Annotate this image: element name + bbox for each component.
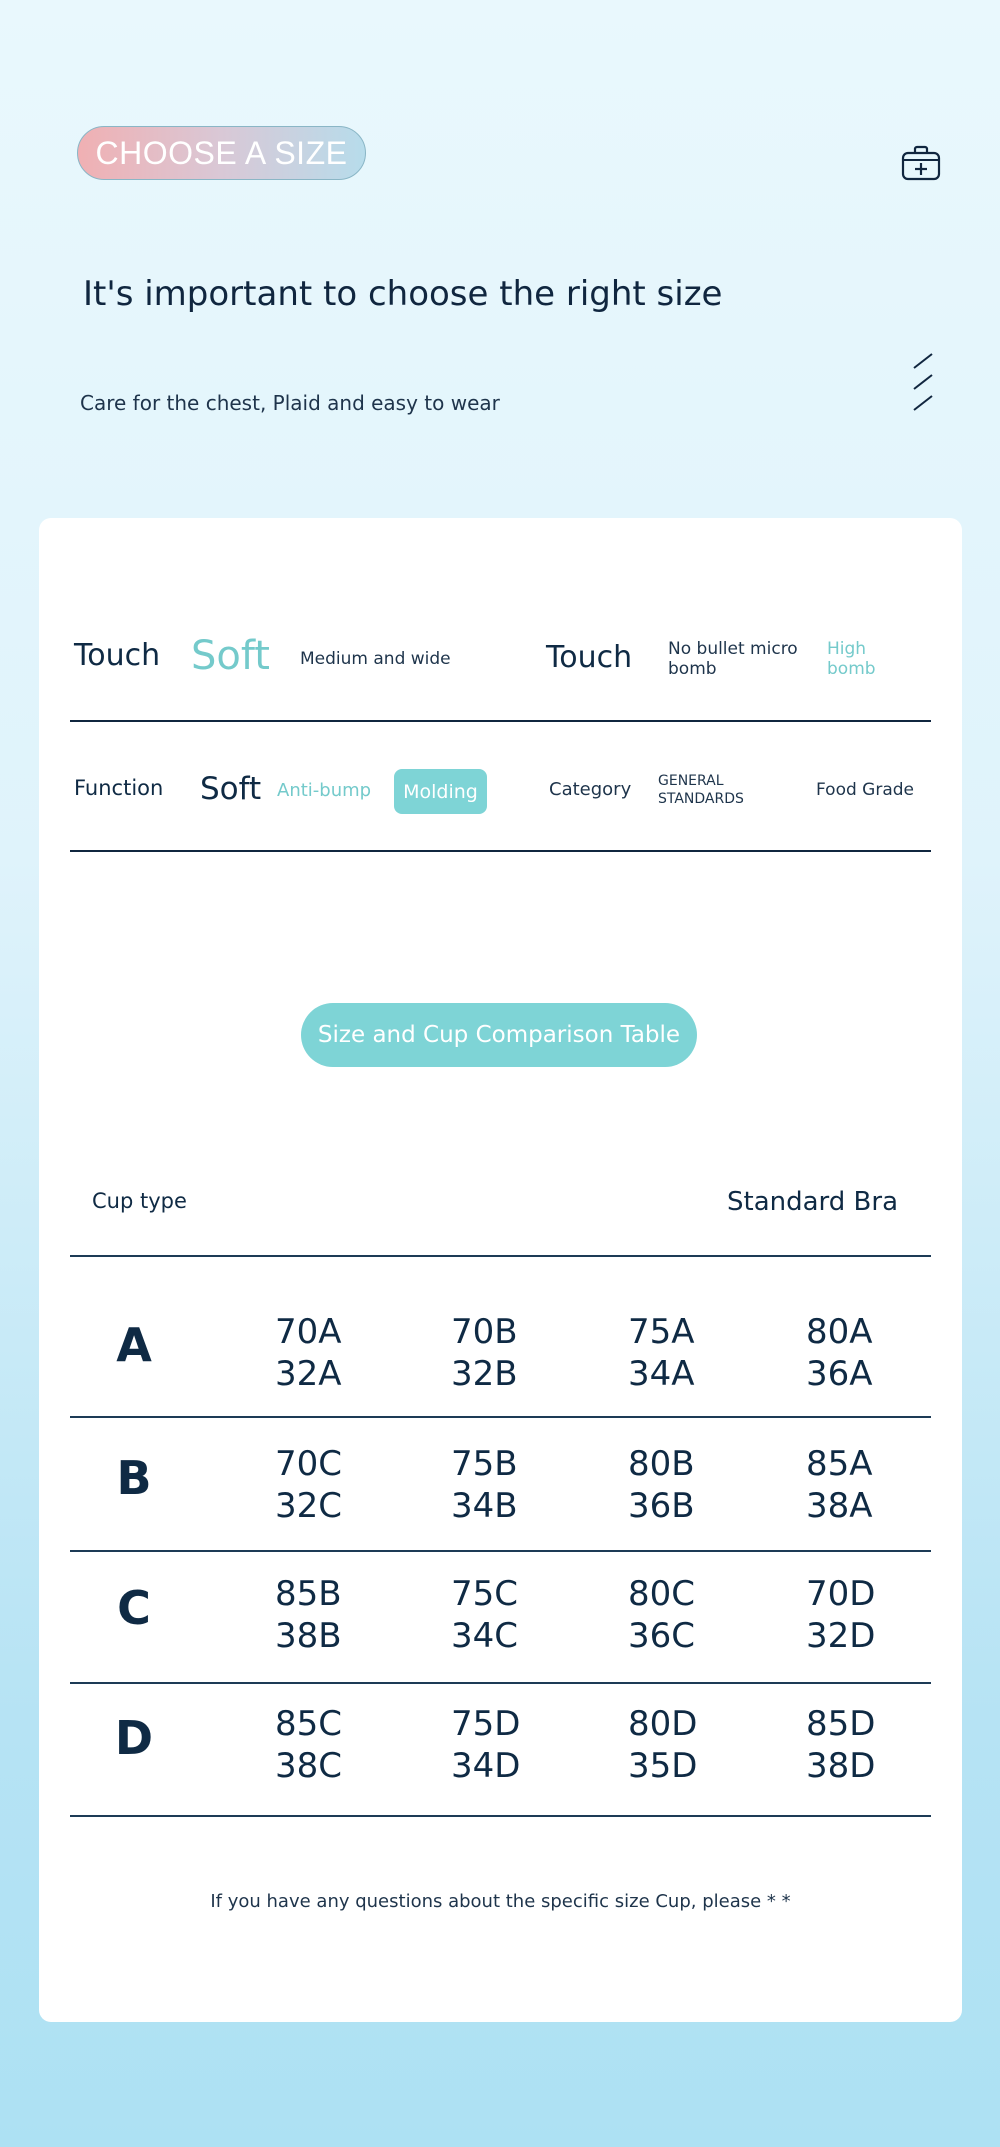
size-cell: 80B 36B — [628, 1444, 695, 1526]
cup-type-header: Cup type — [92, 1189, 187, 1213]
function-label: Function — [74, 776, 164, 800]
size-cell: 75A 34A — [628, 1312, 695, 1394]
size-cell: 70A 32A — [275, 1312, 342, 1394]
divider — [70, 720, 931, 722]
size-cell: 75C 34C — [451, 1574, 519, 1656]
medical-kit-icon — [901, 145, 941, 181]
general-standards: GENERAL STANDARDS — [658, 773, 744, 807]
page-subline: Care for the chest, Plaid and easy to wear — [80, 391, 500, 415]
size-cell: 80C 36C — [628, 1574, 696, 1656]
food-grade: Food Grade — [816, 780, 914, 800]
table-divider — [70, 1255, 931, 1257]
size-cell: 85C 38C — [275, 1704, 343, 1786]
size-cell: 85A 38A — [806, 1444, 873, 1526]
touch-label: Touch — [74, 638, 161, 673]
choose-size-label: CHOOSE A SIZE — [95, 134, 348, 171]
table-divider — [70, 1416, 931, 1418]
high-bomb-tag: High bomb — [827, 639, 876, 679]
size-cell: 70C 32C — [275, 1444, 343, 1526]
cup-letter: C — [117, 1581, 151, 1635]
size-footnote: If you have any questions about the specific size Cup, please * * — [210, 1891, 791, 1912]
size-cell: 80D 35D — [628, 1704, 698, 1786]
soft-value: Soft — [191, 633, 270, 679]
size-cell: 70D 32D — [806, 1574, 876, 1656]
table-divider — [70, 1815, 931, 1817]
size-cell: 85B 38B — [275, 1574, 342, 1656]
standard-bra-header: Standard Bra — [727, 1187, 899, 1217]
size-info-card — [39, 518, 962, 2022]
table-divider — [70, 1682, 931, 1684]
cup-letter: D — [114, 1711, 154, 1765]
size-cell: 85D 38D — [806, 1704, 876, 1786]
anti-bump-tag: Anti-bump — [277, 780, 372, 801]
cup-letter: A — [116, 1318, 152, 1372]
soft-description: Medium and wide — [300, 649, 451, 669]
size-cell: 80A 36A — [806, 1312, 873, 1394]
cup-letter: B — [116, 1451, 152, 1505]
slash-lines-icon — [910, 352, 934, 414]
touch-label-2: Touch — [546, 640, 633, 675]
soft-value-2: Soft — [200, 771, 262, 807]
table-divider — [70, 1550, 931, 1552]
page-headline: It's important to choose the right size — [83, 274, 723, 314]
choose-size-badge — [77, 126, 366, 180]
size-comparison-button[interactable]: Size and Cup Comparison Table — [301, 1003, 697, 1067]
size-cell: 75B 34B — [451, 1444, 518, 1526]
touch-description: No bullet micro bomb — [668, 639, 798, 679]
category-label: Category — [549, 779, 632, 800]
divider — [70, 850, 931, 852]
molding-tag: Molding — [394, 769, 487, 814]
size-cell: 70B 32B — [451, 1312, 518, 1394]
size-cell: 75D 34D — [451, 1704, 521, 1786]
